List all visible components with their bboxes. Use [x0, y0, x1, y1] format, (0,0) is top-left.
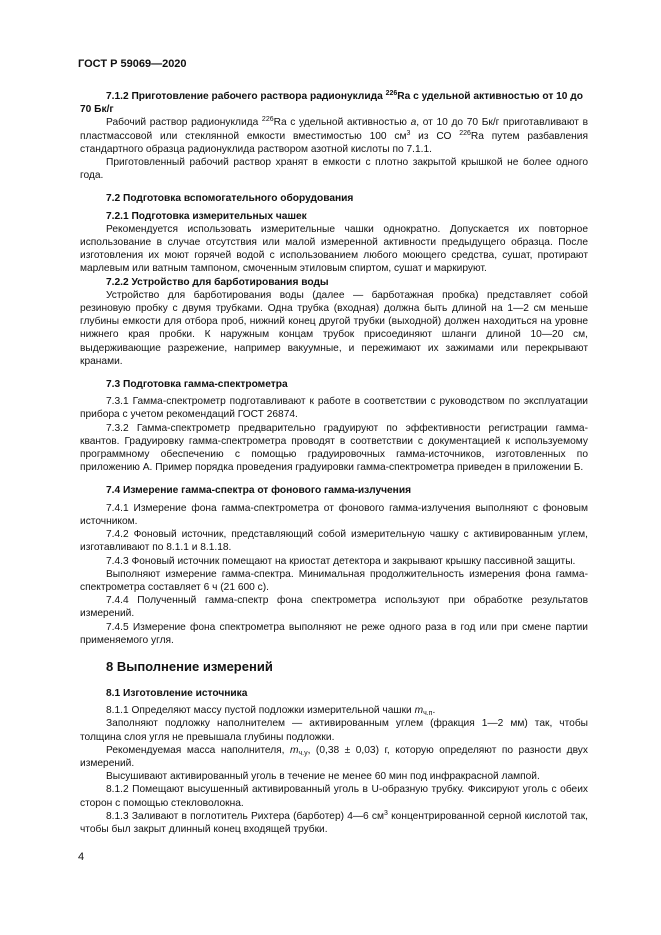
document-body	[80, 90, 588, 836]
heading-7-2-1: 7.2.1 Подготовка измерительных чашек	[106, 210, 307, 222]
paragraph-8-1-1: 8.1.1 Определяют массу пустой подложки измерительной чашки $m_{ч.п}$.	[106, 705, 436, 718]
paragraph-7-4-4: 7.4.4 Полученный гамма-спектр фона спектрометра используют при обработке результатов измерений.	[80, 595, 588, 620]
paragraph-7-4-3-b: Выполняют измерение гамма-спектра. Минимальная продолжительность измерения фона гамма-спектрометра составляет 6 ч (21 600 с).	[80, 568, 588, 593]
paragraph-7-2-2: Устройство для барботирования воды (далее — барботажная пробка) представляет собой резиновую пробку с двумя трубками. Одна трубка (входная) должна быть длиной на 1—2 см меньше глубины емкости для отбора проб, нижний конец другой трубки (выходной) должен находиться на уровне нижнего края пробки. К наружным концам трубок присоединяют шланги длиной 10—20 см, выдерживающие разрежение, например вакуумные, и пережимают их зажимами или перекрывают кранами.	[80, 289, 588, 367]
heading-7-4: 7.4 Измерение гамма-спектра от фонового гамма-излучения	[106, 485, 412, 497]
heading-7-2-2: 7.2.2 Устройство для барботирования воды	[106, 276, 329, 288]
paragraph-8-1-1-b: Заполняют подложку наполнителем — активированным углем (фракция 1—2 мм) так, чтобы толщина слоя угля не превышала глубины подложки.	[80, 718, 588, 743]
paragraph-7-2-1: Рекомендуется использовать измерительные чашки однократно. Допускается их повторное использование в случае отсутствия или малой измеренной активности предыдущего образца. После изготовления их моют горячей водой с использованием любого моющего средства, сушат, протирают марлевым или ватным тампоном, смоченным этиловым спиртом, сушат и маркируют.	[80, 223, 588, 275]
document-header: ГОСТ Р 59069—2020	[78, 58, 187, 70]
paragraph-7-4-5: 7.4.5 Измерение фона спектрометра выполняют не реже одного раза в год или при смене партии применяемого угля.	[80, 621, 588, 646]
heading-7-1-2: 7.1.2 Приготовление рабочего раствора радионуклида $^{226}$Ra с удельной активностью от 10 до 70 Бк/г	[80, 90, 583, 116]
paragraph-7-4-2: 7.4.2 Фоновый источник, представляющий собой измерительную чашку с активированным углем, изготавливают по 8.1.1 и 8.1.18.	[80, 529, 588, 554]
heading-8: 8 Выполнение измерений	[106, 658, 273, 674]
paragraph-7-1-2-1: Рабочий раствор радионуклида $^{226}$Ra с удельной активностью a, от 10 до 70 Бк/г приготавливают в пластмассовой или стеклянной емкости вместимостью 100 $см^3$ из СО $^{226}$Ra путем разбавления стандартного образца радионуклида раствором азотной кислоты по 7.1.1.	[80, 116, 588, 155]
paragraph-8-1-2: 8.1.2 Помещают высушенный активированный уголь в U-образную трубку. Фиксируют уголь с обеих сторон с помощью стекловолокна.	[80, 784, 588, 809]
paragraph-7-1-2-2: Приготовленный рабочий раствор хранят в емкости с плотно закрытой крышкой не более одного года.	[80, 157, 588, 182]
heading-7-2: 7.2 Подготовка вспомогательного оборудования	[106, 193, 354, 205]
paragraph-8-1-3: 8.1.3 Заливают в поглотитель Рихтера (барботер) 4—6 $см^3$ концентрированной серной кислотой так, чтобы был закрыт длинный конец входящей трубки.	[80, 809, 588, 835]
paragraph-7-4-1: 7.4.1 Измерение фона гамма-спектрометра от фонового гамма-излучения выполняют с фоновым источником.	[80, 502, 588, 527]
paragraph-7-4-3: 7.4.3 Фоновый источник помещают на криостат детектора и закрывают крышку пассивной защиты.	[106, 555, 576, 567]
paragraph-7-3-1: 7.3.1 Гамма-спектрометр подготавливают к работе в соответствии с руководством по эксплуатации прибора с учетом рекомендаций ГОСТ 26874.	[80, 396, 588, 421]
paragraph-7-3-2: 7.3.2 Гамма-спектрометр предварительно градуируют по эффективности регистрации гамма-квантов. Градуировку гамма-спектрометра проводят в соответствии с документацией к используемому программному обеспечению с помощью градуировочных гамма-источников, изготовленных по приложению А. Пример порядка проведения градуировки гамма-спектрометра приведен в приложении Б.	[80, 422, 588, 474]
page-number: 4	[78, 851, 85, 863]
heading-8-1: 8.1 Изготовление источника	[106, 687, 248, 699]
heading-7-3: 7.3 Подготовка гамма-спектрометра	[106, 379, 288, 391]
paragraph-8-1-1-d: Высушивают активированный уголь в течение не менее 60 мин под инфракрасной лампой.	[106, 771, 540, 783]
paragraph-8-1-1-c: Рекомендуемая масса наполнителя, $m_{ч.у}$, (0,38 ± 0,03) г, которую определяют по разности двух измерений.	[80, 744, 588, 769]
